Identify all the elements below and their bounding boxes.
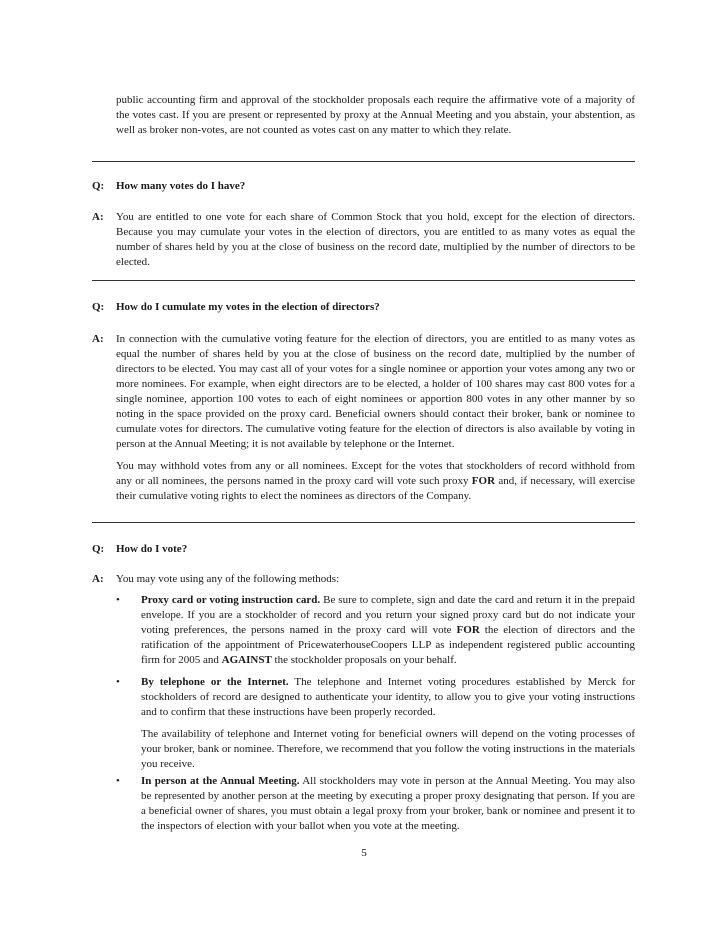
answer-label: A: — [92, 211, 104, 223]
question-label: Q: — [92, 180, 105, 192]
section-divider — [92, 161, 635, 162]
section-divider — [92, 522, 635, 523]
section-divider — [92, 280, 635, 281]
answer-body — [116, 332, 635, 504]
answer-bold-for: FOR — [471, 475, 496, 487]
intro-paragraph — [116, 93, 635, 138]
answer-text: In connection with the cumulative voting feature for the election of directors, you are entitled to as many votes as equal the number of shares held by you at the close of business on the record date, multiplied by the number of directors to be elected. You may cast all of your votes for a single nominee or apportion your votes among any two or more nominees. For example, when eight directors are to be elected, a holder of 100 shares may cast 800 votes for a single nominee, apportion 100 votes to each of eight nominees or apportion 800 votes in any other manner by so noting in the space provided on the proxy card. Beneficial owners should contact their broker, bank or nominee to cumulate votes for directors. The cumulative voting feature for the election of directors is also available by voting in person at the Annual Meeting; it is not available by telephone or the Internet. — [116, 333, 635, 450]
bullet-text — [141, 593, 635, 668]
question-text: How do I cumulate my votes in the election of directors? — [116, 301, 380, 313]
answer-text-segment: and, if necessary, will exercise their cumulative voting rights to elect the nominees as directors of the Company. — [116, 475, 635, 502]
bullet-segment: the stockholder proposals on your behalf. — [271, 654, 457, 666]
answer-label: A: — [92, 573, 104, 585]
answer-text: You are entitled to one vote for each share of Common Stock that you hold, except for the election of directors. Because you may cumulate your votes in the election of directors, you are entitled to as many votes as equal the number of shares held by you at the close of business on the record date, multiplied by the number of directors to be elected. — [116, 211, 635, 268]
question-label: Q: — [92, 301, 105, 313]
question-text: How many votes do I have? — [116, 180, 246, 192]
bullet-segment: All stockholders may vote in person at the Annual Meeting. You may also be represented by another person at the meeting by executing a proper proxy designating that person. If you are a beneficial owner of shares, you must obtain a legal proxy from your broker, bank or nominee and present it to the inspectors of election with your ballot when you vote at the meeting. — [141, 775, 635, 832]
bullet-segment: The telephone and Internet voting procedures established by Merck for stockholders of record are designed to authenticate your identity, to allow you to give your voting instructions and to confirm that these instructions have been properly recorded. — [141, 676, 635, 718]
bullet-segment: Be sure to complete, sign and date the card and return it in the prepaid envelope. If you are a stockholder of record and you return your signed proxy card but do not indicate your voting preferences, the persons named in the proxy card will vote — [141, 594, 636, 636]
bullet-bold-for: FOR — [456, 624, 480, 636]
bullet-paragraph-2: The availability of telephone and Internet voting for beneficial owners will depend on the voting processes of your broker, bank or nominee. Therefore, we recommend that you follow the voting instructions in the materials you receive. — [141, 728, 635, 770]
answer-body — [116, 572, 635, 587]
bullet-icon: • — [116, 676, 120, 688]
answer-body — [116, 210, 635, 270]
bullet-lead: By telephone or the Internet. — [141, 676, 289, 688]
answer-text-2 — [116, 459, 635, 504]
bullet-lead: In person at the Annual Meeting. — [141, 775, 300, 787]
bullet-segment: the election of directors and the ratification of the appointment of PricewaterhouseCoopers LLP as independent registered public accounting firm for 2005 and — [141, 624, 635, 666]
question-label: Q: — [92, 543, 105, 555]
question-text: How do I vote? — [116, 543, 188, 555]
answer-text-segment: You may withhold votes from any or all nominees. Except for the votes that stockholders of record withhold from any or all nominees, the persons named in the proxy card will vote such proxy — [116, 460, 635, 487]
bullet-bold-against: AGAINST — [221, 654, 272, 666]
bullet-lead: Proxy card or voting instruction card. — [141, 594, 321, 606]
answer-label: A: — [92, 333, 104, 345]
bullet-text — [141, 774, 635, 834]
bullet-icon: • — [116, 594, 120, 606]
page-number: 5 — [361, 847, 367, 859]
intro-text: public accounting firm and approval of the stockholder proposals each require the affirmative vote of a majority of the votes cast. If you are present or represented by proxy at the Annual Meeting and you abstain, your abstention, as well as broker non-votes, are not counted as votes cast on any matter to which they relate. — [116, 94, 635, 136]
answer-text: You may vote using any of the following methods: — [116, 573, 340, 585]
bullet-text — [141, 675, 635, 772]
bullet-icon: • — [116, 775, 120, 787]
